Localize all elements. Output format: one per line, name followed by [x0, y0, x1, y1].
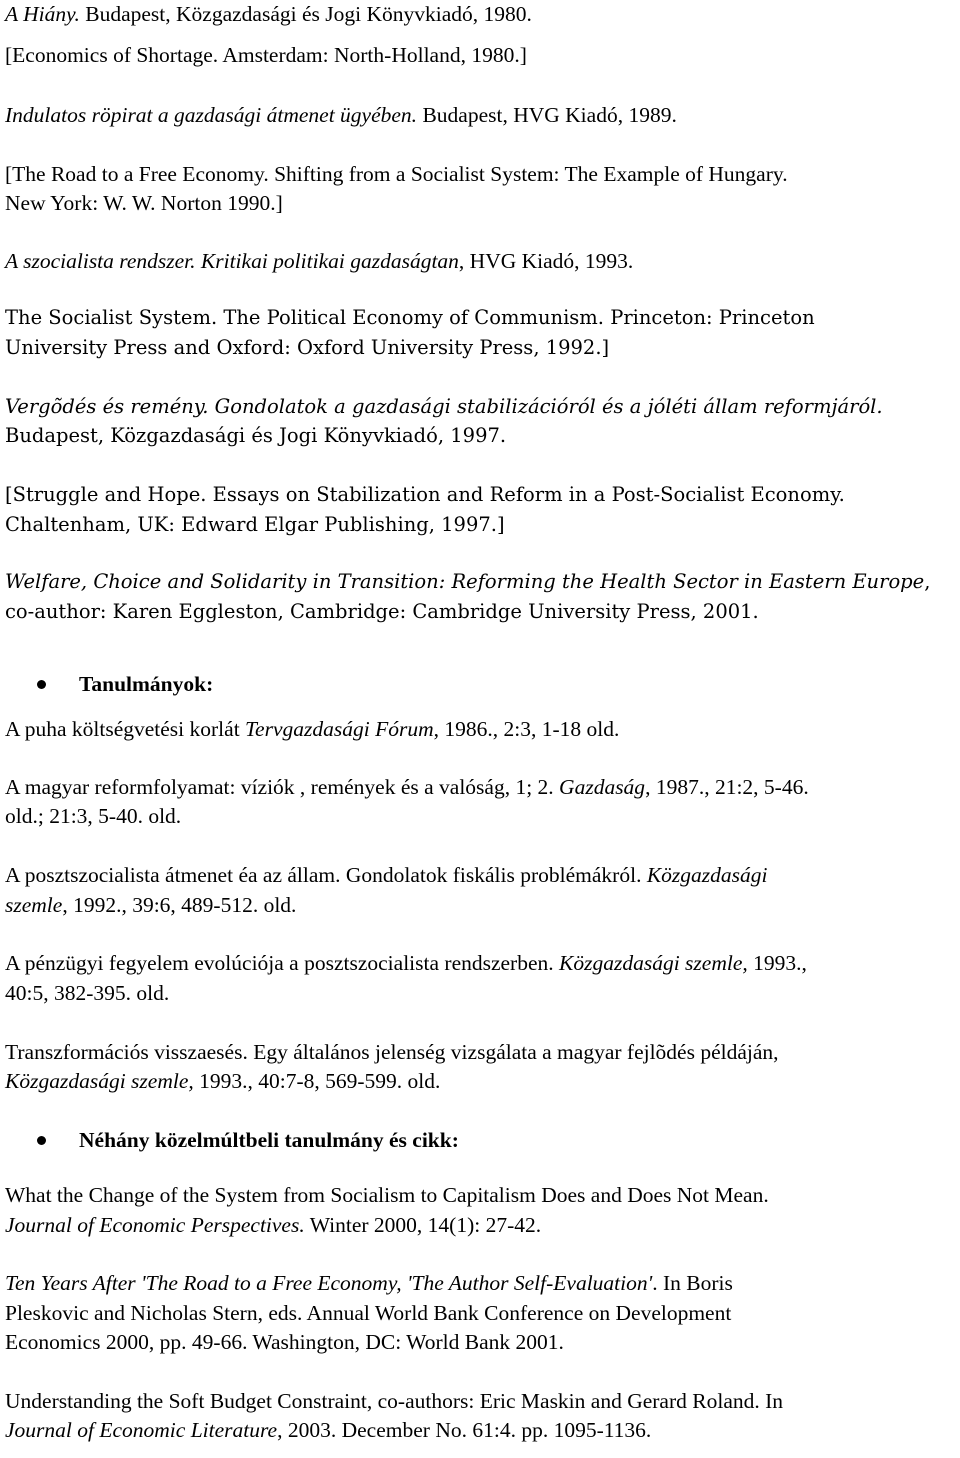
italic-title-text: Indulatos röpirat a gazdasági átmenet ügyében. — [5, 103, 418, 127]
italic-title-text: Journal of Economic Literature — [5, 1418, 278, 1442]
bibliography-line — [5, 1211, 541, 1240]
entry-text: co-author: Karen Eggleston, Cambridge: Cambridge University Press, 2001. — [5, 600, 759, 623]
bibliography-line — [5, 1067, 440, 1096]
bibliography-line — [5, 1328, 564, 1357]
entry-text: 40:5, 382-395. old. — [5, 981, 170, 1005]
bibliography-line — [5, 1269, 733, 1298]
entry-text: , 2003. December No. 61:4. pp. 1095-1136. — [277, 1418, 652, 1442]
entry-text: The Socialist System. The Political Economy of Communism. Princeton: Princeton — [5, 306, 815, 329]
bibliography-line — [5, 773, 809, 802]
bibliography-line — [5, 247, 633, 276]
bibliography-line — [5, 715, 619, 744]
italic-title-text: Tervgazdasági Fórum — [245, 717, 434, 741]
italic-title-text: Vergõdés és remény. Gondolatok a gazdasági stabilizációról és a jóléti állam reformjáról. — [5, 395, 883, 418]
entry-text: [The Road to a Free Economy. Shifting from a Socialist System: The Example of Hungary. — [5, 162, 788, 186]
bibliography-line — [5, 0, 532, 29]
entry-text: , 1992., 39:6, 489-512. old. — [62, 893, 297, 917]
entry-text: , HVG Kiadó, 1993. — [458, 249, 634, 273]
entry-text: Budapest, HVG Kiadó, 1989. — [417, 103, 677, 127]
bibliography-line — [5, 1181, 769, 1210]
entry-text: . In Boris — [652, 1271, 733, 1295]
bibliography-line — [5, 597, 759, 626]
entry-text: New York: W. W. Norton 1990.] — [5, 191, 283, 215]
bibliography-line — [5, 160, 788, 189]
italic-title-text: Ten Years After 'The Road to a Free Economy, 'The Author Self-Evaluation' — [5, 1271, 653, 1295]
italic-title-text: Közgazdasági — [646, 863, 768, 887]
bibliography-line — [5, 1038, 779, 1067]
italic-title-text: Journal of Economic Perspectives. — [5, 1213, 305, 1237]
bibliography-line — [5, 1387, 783, 1416]
bibliography-line — [5, 510, 505, 539]
bibliography-line — [5, 303, 815, 332]
bibliography-line — [5, 891, 296, 920]
italic-title-text: A Hiány. — [5, 2, 80, 26]
section-heading: Néhány közelmúltbeli tanulmány és cikk: — [79, 1128, 459, 1152]
italic-title-text: Gazdaság — [559, 775, 646, 799]
entry-text: old.; 21:3, 5-40. old. — [5, 804, 182, 828]
bibliography-line — [5, 949, 807, 978]
bibliography-line — [5, 392, 883, 421]
entry-text: [Struggle and Hope. Essays on Stabilization and Reform in a Post-Socialist Economy. — [5, 483, 845, 506]
entry-text: A magyar reformfolyamat: víziók , remények és a valóság, 1; 2. — [5, 775, 560, 799]
entry-text: Budapest, Közgazdasági és Jogi Könyvkiadó, 1980. — [79, 2, 532, 26]
entry-text: Transzformációs visszaesés. Egy általános jelenség vizsgálata a magyar fejlõdés példáján, — [5, 1040, 779, 1064]
bibliography-line — [5, 1299, 731, 1328]
bibliography-line — [5, 480, 845, 509]
bullet-icon — [37, 1136, 46, 1145]
entry-text: 1993., 40:7-8, 569-599. old. — [193, 1069, 441, 1093]
bibliography-line — [5, 41, 527, 70]
entry-text: , 1986., 2:3, 1-18 old. — [433, 717, 620, 741]
entry-text: , 1987., 21:2, 5-46. — [645, 775, 809, 799]
entry-text: Understanding the Soft Budget Constraint, co-authors: Eric Maskin and Gerard Roland. In — [5, 1389, 784, 1413]
italic-title-text: Welfare, Choice and Solidarity in Transition: Reforming the Health Sector in Eastern Europe — [5, 570, 925, 593]
italic-title-text: Közgazdasági szemle, — [5, 1069, 194, 1093]
italic-title-text: A szocialista rendszer. Kritikai politikai gazdaságtan — [5, 249, 459, 273]
entry-text: Chaltenham, UK: Edward Elgar Publishing, 1997.] — [5, 513, 505, 536]
bibliography-line — [5, 189, 283, 218]
entry-text: [Economics of Shortage. Amsterdam: North-Holland, 1980.] — [5, 43, 527, 67]
section-heading: Tanulmányok: — [79, 672, 214, 696]
entry-text: A pénzügyi fegyelem evolúciója a posztszocialista rendszerben. — [5, 951, 560, 975]
italic-title-text: szemle — [5, 893, 63, 917]
entry-text: Budapest, Közgazdasági és Jogi Könyvkiadó, 1997. — [5, 424, 507, 447]
entry-text: University Press and Oxford: Oxford University Press, 1992.] — [5, 336, 610, 359]
entry-text: Economics 2000, pp. 49-66. Washington, DC: World Bank 2001. — [5, 1330, 564, 1354]
bibliography-line — [5, 1416, 651, 1445]
entry-text: Pleskovic and Nicholas Stern, eds. Annual World Bank Conference on Development — [5, 1301, 732, 1325]
bibliography-line — [5, 333, 609, 362]
entry-text: What the Change of the System from Socialism to Capitalism Does and Does Not Mean. — [5, 1183, 769, 1207]
entry-text: 1993., — [747, 951, 807, 975]
bibliography-line — [5, 802, 181, 831]
italic-title-text: Közgazdasági szemle, — [559, 951, 748, 975]
bibliography-line — [5, 861, 768, 890]
bibliography-line — [5, 979, 169, 1008]
bibliography-line — [5, 567, 930, 596]
entry-text: A posztszocialista átmenet éa az állam. Gondolatok fiskális problémákról. — [5, 863, 647, 887]
entry-text: Winter 2000, 14(1): 27-42. — [304, 1213, 542, 1237]
bibliography-line — [5, 101, 677, 130]
entry-text: , — [924, 570, 931, 593]
entry-text: A puha költségvetési korlát — [5, 717, 246, 741]
bullet-icon — [37, 680, 46, 689]
bibliography-line — [5, 421, 506, 450]
